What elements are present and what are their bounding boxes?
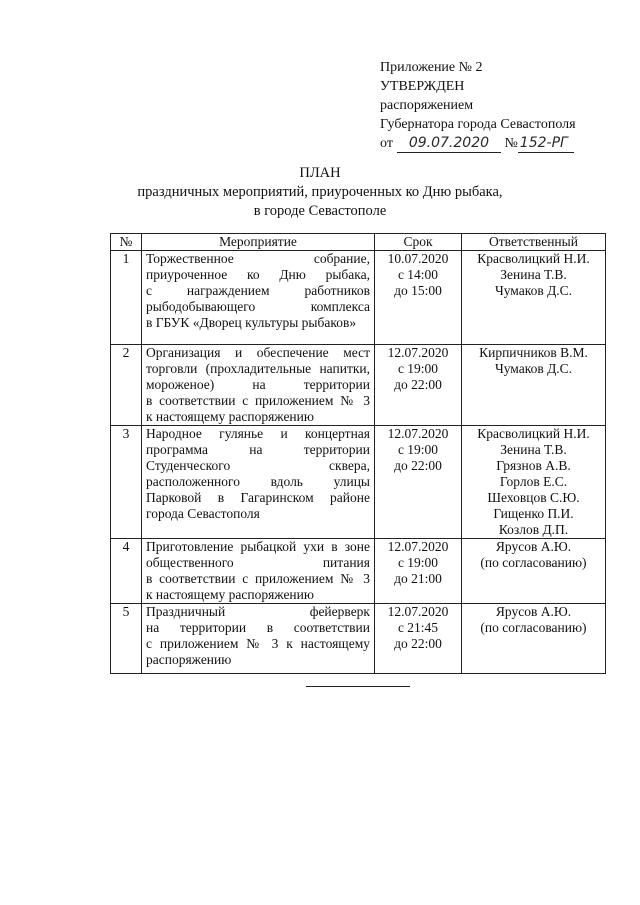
table-row [111, 539, 606, 604]
term-line: 10.07.2020 [387, 251, 449, 266]
term-line: с 19:00 [397, 361, 439, 376]
term-line: до 22:00 [394, 636, 442, 651]
event-line: торговли (прохладительные напитки, [146, 361, 370, 376]
event-line: Праздничный фейерверк [146, 604, 370, 619]
header-term: Срок [375, 234, 462, 251]
responsible-line: Козлов Д.П. [498, 522, 569, 537]
row-number: 5 [111, 604, 142, 674]
term-line: с 19:00 [397, 442, 439, 457]
event-line: приуроченное ко Дню рыбака, [146, 267, 370, 282]
closing-line [306, 686, 410, 687]
term-line: с 19:00 [397, 555, 439, 570]
responsible-line: Ярусов А.Ю. [495, 604, 572, 619]
responsible-line: Зенина Т.В. [500, 267, 567, 282]
event-line: Народное гулянье и концертная [146, 426, 370, 441]
responsible-line: (по согласованию) [480, 620, 587, 635]
row-responsible [462, 251, 606, 345]
term-line: 12.07.2020 [387, 345, 449, 360]
event-line: Приготовление рыбацкой ухи в зоне [146, 539, 370, 554]
responsible-line: Грязнов А.В. [496, 458, 571, 473]
responsible-line: Кирпичников В.М. [479, 345, 588, 360]
event-line: с награждением работников [146, 283, 370, 298]
term-line: 12.07.2020 [387, 604, 449, 619]
table-row [111, 345, 606, 426]
event-line: в ГБУК «Дворец культуры рыбаков» [146, 315, 357, 330]
responsible-line: Зенина Т.В. [500, 442, 567, 457]
event-line: Студенческого сквера, [146, 458, 370, 473]
order-label: распоряжением [380, 98, 474, 113]
row-term [375, 345, 462, 426]
handwritten-date: 09.07.2020 [397, 135, 501, 153]
row-responsible [462, 426, 606, 539]
event-line: к настоящему распоряжению [146, 587, 314, 602]
governor-label: Губернатора города Севастополя [380, 117, 576, 132]
term-line: с 21:45 [397, 620, 439, 635]
event-line: к настоящему распоряжению [146, 409, 314, 424]
table-row [111, 604, 606, 674]
from-label: от [380, 136, 393, 151]
event-line: общественного питания [146, 555, 370, 570]
events-table [110, 233, 606, 674]
row-responsible [462, 345, 606, 426]
table-header-row [111, 234, 606, 251]
term-line: 12.07.2020 [387, 539, 449, 554]
term-line: до 22:00 [394, 377, 442, 392]
term-line: до 15:00 [394, 283, 442, 298]
responsible-line: (по согласованию) [480, 555, 587, 570]
row-term [375, 426, 462, 539]
event-line: в соответствии с приложением № 3 [146, 393, 370, 408]
event-line: мороженое) на территории [146, 377, 370, 392]
document-title [0, 164, 640, 221]
row-term [375, 251, 462, 345]
term-line: с 14:00 [397, 267, 439, 282]
table-row [111, 426, 606, 539]
event-line: расположенного вдоль улицы [146, 474, 370, 489]
title-plan: ПЛАН [299, 165, 341, 181]
header-number: № [111, 234, 142, 251]
signature-line [380, 134, 576, 153]
event-line: рыбодобывающего комплекса [146, 299, 370, 314]
term-line: до 21:00 [394, 571, 442, 586]
table-row [111, 251, 606, 345]
header-responsible: Ответственный [462, 234, 606, 251]
responsible-line: Красволицкий Н.И. [477, 426, 590, 441]
title-city: в городе Севастополе [253, 203, 387, 219]
table-body [111, 251, 606, 674]
row-event [142, 345, 375, 426]
row-number: 3 [111, 426, 142, 539]
number-label: № [504, 136, 518, 151]
row-term [375, 539, 462, 604]
responsible-line: Горлов Е.С. [499, 474, 568, 489]
event-line: Организация и обеспечение мест [146, 345, 370, 360]
row-event [142, 251, 375, 345]
row-event [142, 604, 375, 674]
responsible-line: Гищенко П.И. [493, 506, 574, 521]
row-number: 4 [111, 539, 142, 604]
handwritten-number: 152-РГ [518, 135, 574, 153]
row-number: 2 [111, 345, 142, 426]
responsible-line: Шеховцов С.Ю. [487, 490, 580, 505]
term-line: 12.07.2020 [387, 426, 449, 441]
event-line: в соответствии с приложением № 3 [146, 571, 370, 586]
event-line: на территории в соответствии [146, 620, 370, 635]
row-term [375, 604, 462, 674]
event-line: с приложением № 3 к настоящему [146, 636, 370, 651]
approved-label: УТВЕРЖДЕН [380, 79, 465, 94]
row-responsible [462, 539, 606, 604]
header-event: Мероприятие [142, 234, 375, 251]
appendix-label: Приложение № 2 [380, 60, 483, 75]
responsible-line: Красволицкий Н.И. [477, 251, 590, 266]
event-line: программа на территории [146, 442, 370, 457]
row-number: 1 [111, 251, 142, 345]
event-line: Торжественное собрание, [146, 251, 370, 266]
row-event [142, 426, 375, 539]
event-line: Парковой в Гагаринском районе [146, 490, 370, 505]
title-subtitle: праздничных мероприятий, приуроченных ко Дню рыбака, [137, 184, 503, 200]
responsible-line: Ярусов А.Ю. [495, 539, 572, 554]
approval-block [380, 58, 576, 153]
row-responsible [462, 604, 606, 674]
event-line: распоряжению [146, 652, 232, 667]
responsible-line: Чумаков Д.С. [494, 361, 573, 376]
term-line: до 22:00 [394, 458, 442, 473]
event-line: города Севастополя [146, 506, 260, 521]
row-event [142, 539, 375, 604]
responsible-line: Чумаков Д.С. [494, 283, 573, 298]
